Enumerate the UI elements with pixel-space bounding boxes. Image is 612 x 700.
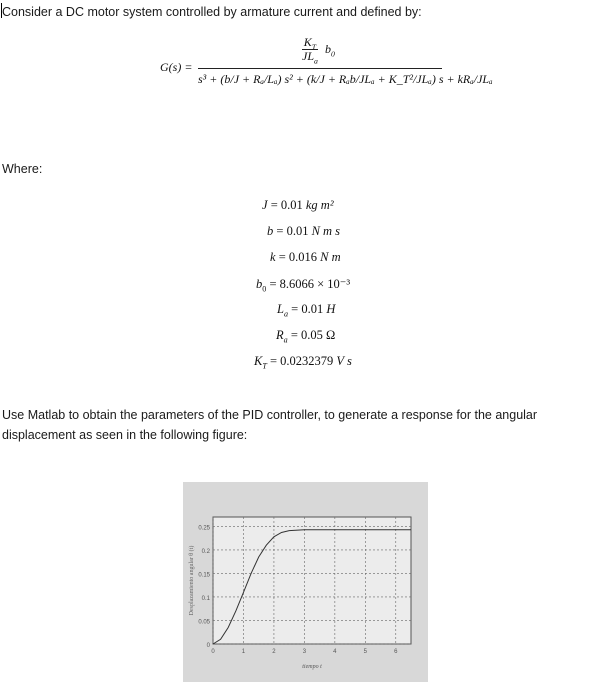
- tf-numerator: $K_T$ $JL_a$: [302, 35, 318, 66]
- y-tick-label: 0.25: [198, 525, 210, 532]
- fraction-bar: [198, 68, 442, 69]
- param-Ra: $R_a = 0.05$ Ω: [276, 328, 336, 345]
- param-KT: $K_T = 0.0232379$ V s: [254, 354, 352, 371]
- intro-text: Consider a DC motor system controlled by armature current and defined by:: [2, 5, 422, 19]
- y-tick-label: 0.2: [201, 548, 210, 555]
- tf-numerator-b: $b_0$: [325, 42, 335, 59]
- y-tick-label: 0.15: [198, 572, 210, 579]
- x-tick-label: 3: [302, 649, 307, 655]
- instruction-text: Use Matlab to obtain the parameters of the PID controller, to generate a response for the angular displacement as seen in the following figure:: [2, 408, 538, 442]
- x-axis-label: tiempo t: [302, 664, 322, 670]
- x-tick-label: 6: [394, 649, 398, 655]
- y-tick-label: 0: [206, 643, 210, 649]
- response-figure: [183, 482, 428, 682]
- x-tick-label: 1: [241, 649, 246, 655]
- x-tick-label: 5: [363, 649, 367, 655]
- y-axis-label: Desplazamiento angular θ (t): [189, 545, 195, 616]
- param-b0: $b_0 = 8.6066 \times 10^{-3}$: [256, 277, 351, 294]
- y-tick-label: 0.1: [201, 595, 210, 602]
- param-k: k = 0.016 N m: [270, 250, 341, 264]
- param-La: $L_a = 0.01$ H: [277, 302, 336, 319]
- y-tick-label: 0.05: [198, 619, 210, 626]
- response-chart: [183, 482, 428, 682]
- tf-denominator: s³ + (b/J + Rₐ/Lₐ) s² + (k/J + Rₐb/JLₐ + K_T²/JLₐ) s + kRₐ/JLₐ: [198, 72, 493, 86]
- plot-area: [213, 517, 411, 644]
- x-tick-label: 4: [333, 649, 337, 655]
- x-tick-label: 2: [272, 649, 276, 655]
- x-tick-label: 0: [211, 649, 215, 655]
- param-J: J = 0.01 kg m²: [262, 198, 334, 212]
- tf-lhs: G(s) =: [160, 60, 193, 74]
- param-b: b = 0.01 N m s: [267, 224, 341, 238]
- where-label: Where:: [2, 162, 43, 176]
